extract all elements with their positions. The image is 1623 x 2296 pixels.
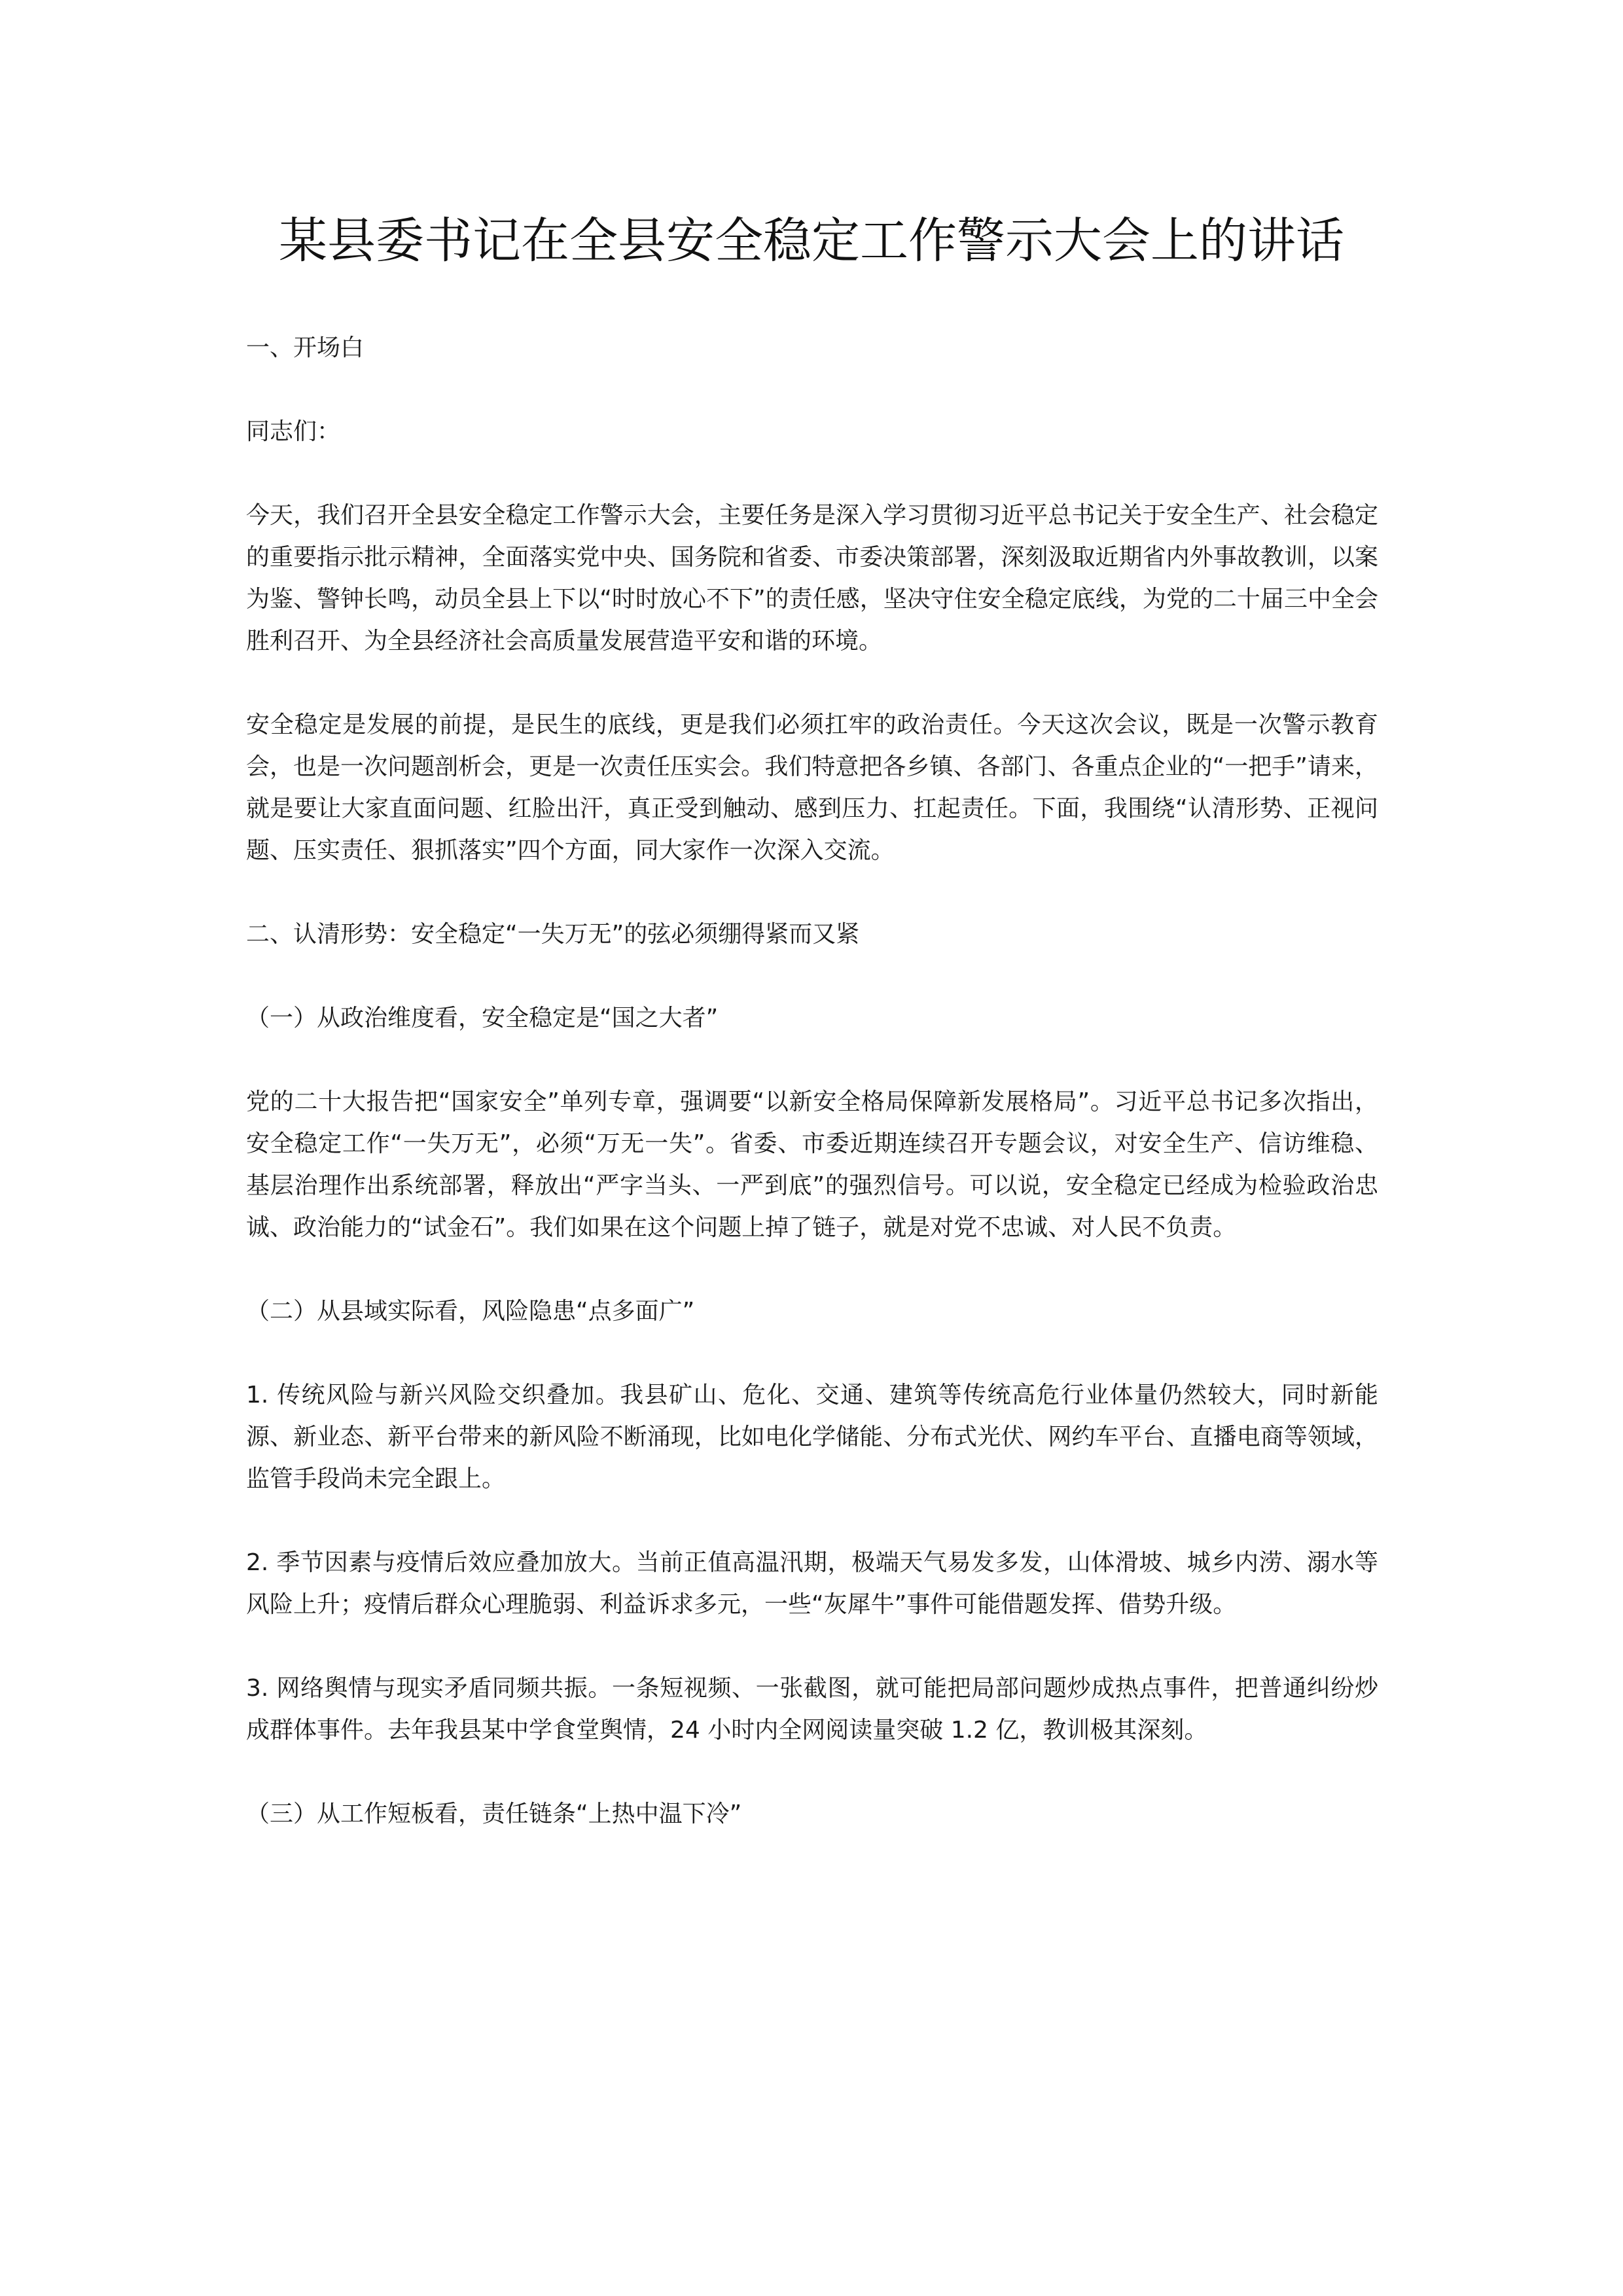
list-item-risk-2: 2. 季节因素与疫情后效应叠加放大。当前正值高温汛期，极端天气易发多发，山体滑坡、城乡内涝、溺水等风险上升；疫情后群众心理脆弱、利益诉求多元，一些“灰犀牛”事件可能借题发挥、借势升级。: [246, 1549, 1378, 1618]
salutation: 同志们：: [246, 418, 341, 445]
paragraph-spacer: [246, 453, 1378, 495]
paragraph-spacer: [246, 369, 1378, 411]
paragraph-spacer: [246, 1039, 1378, 1081]
paragraph-spacer: [246, 662, 1378, 704]
list-item-risk-1: 1. 传统风险与新兴风险交织叠加。我县矿山、危化、交通、建筑等传统高危行业体量仍然较大，同时新能源、新业态、新平台带来的新风险不断涌现，比如电化学储能、分布式光伏、网约车平台、直播电商等领域，监管手段尚未完全跟上。: [246, 1382, 1378, 1492]
list-item-risk-3: 3. 网络舆情与现实矛盾同频共振。一条短视频、一张截图，就可能把局部问题炒成热点事件，把普通纠纷炒成群体事件。去年我县某中学食堂舆情，24 小时内全网阅读量突破 1.2 亿，教训极其深刻。: [246, 1675, 1378, 1744]
paragraph-purpose: 安全稳定是发展的前提，是民生的底线，更是我们必须扛牢的政治责任。今天这次会议，既是一次警示教育会，也是一次问题剖析会，更是一次责任压实会。我们特意把各乡镇、各部门、各重点企业的“一把手”请来，就是要让大家直面问题、红脸出汗，真正受到触动、感到压力、扛起责任。下面，我围绕“认清形势、正视问题、压实责任、狠抓落实”四个方面，同大家作一次深入交流。: [246, 711, 1378, 864]
paragraph-spacer: [246, 1751, 1378, 1793]
section-heading-opening: 一、开场白: [246, 334, 365, 361]
paragraph-spacer: [246, 872, 1378, 914]
paragraph-intro: 今天，我们召开全县安全稳定工作警示大会，主要任务是深入学习贯彻习近平总书记关于安全生产、社会稳定的重要指示批示精神，全面落实党中央、国务院和省委、市委决策部署，深刻汲取近期省内外事故教训，以案为鉴、警钟长鸣，动员全县上下以“时时放心不下”的责任感，坚决守住安全稳定底线，为党的二十届三中全会胜利召开、为全县经济社会高质量发展营造平安和谐的环境。: [246, 502, 1378, 655]
paragraph-spacer: [246, 1333, 1378, 1374]
subsection-heading-county: （二）从县域实际看，风险隐患“点多面广”: [246, 1298, 695, 1325]
document-title: 某县委书记在全县安全稳定工作警示大会上的讲话: [279, 213, 1344, 269]
paragraph-spacer: [246, 1500, 1378, 1542]
document-body: [246, 327, 1378, 1835]
paragraph-political: 党的二十大报告把“国家安全”单列专章，强调要“以新安全格局保障新发展格局”。习近平总书记多次指出，安全稳定工作“一失万无”，必须“万无一失”。省委、市委近期连续召开专题会议，对安全生产、信访维稳、基层治理作出系统部署，释放出“严字当头、一严到底”的强烈信号。可以说，安全稳定已经成为检验政治忠诚、政治能力的“试金石”。我们如果在这个问题上掉了链子，就是对党不忠诚、对人民不负责。: [246, 1088, 1378, 1241]
section-heading-situation: 二、认清形势：安全稳定“一失万无”的弦必须绷得紧而又紧: [246, 921, 860, 948]
subsection-heading-shortcomings: （三）从工作短板看，责任链条“上热中温下冷”: [246, 1801, 742, 1827]
paragraph-spacer: [246, 956, 1378, 997]
paragraph-spacer: [246, 1626, 1378, 1668]
subsection-heading-political: （一）从政治维度看，安全稳定是“国之大者”: [246, 1005, 719, 1031]
paragraph-spacer: [246, 1249, 1378, 1291]
